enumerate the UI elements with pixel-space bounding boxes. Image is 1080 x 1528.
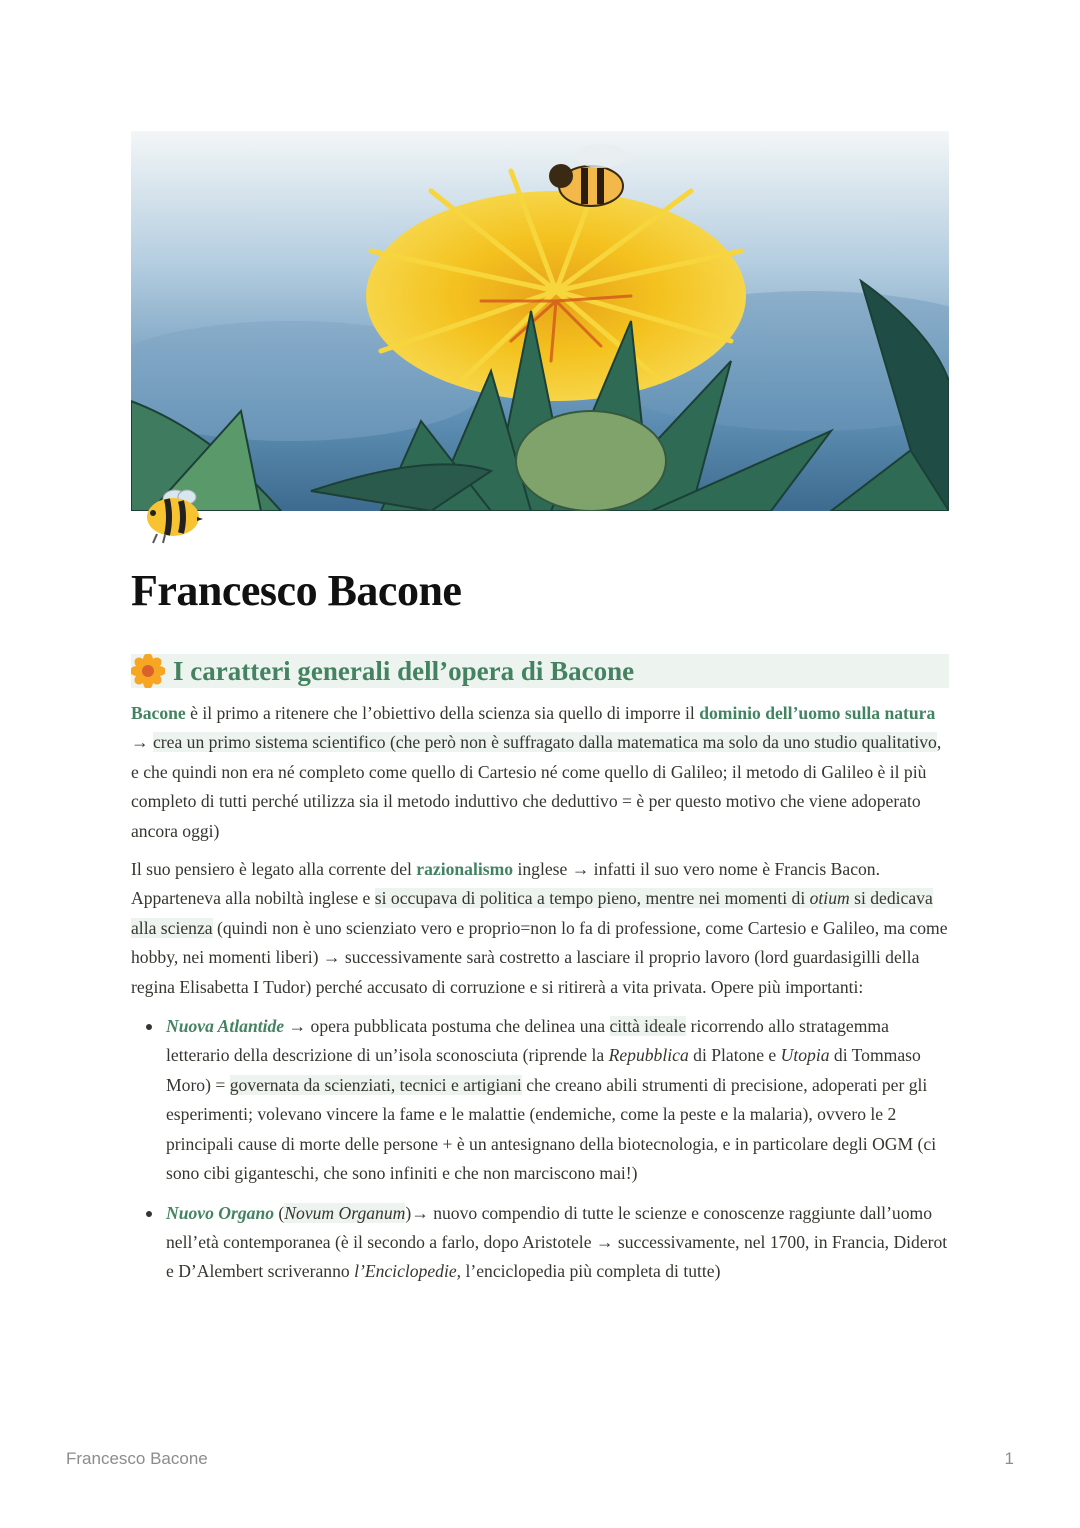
list-item: Nuova Atlantide → opera pubblicata postuma che delinea una città ideale ricorrendo allo stratagemma letterario della descrizione di un’isola sconosciuta (riprende la Repubblica di Platone e Utopia di Tommaso Moro) = governata da scienziati, tecnici e artigiani che creano abili strumenti di precisione, adoperati per gli esperimenti; volevano vincere la fame e le malattie (endemiche, come la peste e la malaria), ovvero le 2 principali cause di morte delle persone + è un antesignano della biotecnologia, e in particolare degli OGM (ci sono cibi giganteschi, che sono infiniti e che non marciscono mai!) [166,1012,949,1188]
footer-title: Francesco Bacone [66,1449,208,1468]
section-heading [131,654,949,688]
page [131,131,949,1282]
highlight-citta-ideale: città ideale [609,1016,687,1037]
bee-icon [137,479,205,547]
highlight-sistema: crea un primo sistema scientifico (che però non è suffragato dalla matematica ma solo da uno studio qualitativo [153,732,937,753]
highlight-novum-organum: Novum Organum [284,1202,406,1223]
highlight-politica: si occupava di politica a tempo pieno, mentre nei momenti di otium si dedicava alla scienza [131,888,933,938]
list-item: Nuovo Organo (Novum Organum)→ nuovo compendio di tutte le scienze e conoscenze raggiunte dall’uomo nell’età contemporanea (è il secondo a farlo, dopo Aristotele → successivamente, nel 1700, in Francia, Diderot e D’Alembert scriveranno l’Enciclopedie, l’enciclopedia più completa di tutte) [166,1199,949,1287]
section-body [131,699,949,1297]
highlight-governata: governata da scienziati, tecnici e artigiani [229,1074,522,1095]
paragraph-intro: Bacone è il primo a ritenere che l’obiettivo della scienza sia quello di imporre il dominio dell’uomo sulla natura → crea un primo sistema scientifico (che però non è suffragato dalla matematica ma solo da uno studio qualitativo, e che quindi non era né completo come quello di Cartesio né come quello di Galileo; il metodo di Galileo è il più completo di tutti perché utilizza sia il metodo induttivo che deduttivo = è per questo motivo che viene adoperato ancora oggi) [131,703,942,841]
cover-illustration [131,131,949,511]
term-nuovo-organo: Nuovo Organo [166,1202,275,1223]
page-number: 1 [1004,1449,1014,1468]
term-bacone: Bacone [131,703,186,723]
flower-icon [131,654,165,688]
cover-image [131,131,949,511]
section-heading-text: I caratteri generali dell’opera di Bacone [173,655,635,686]
paragraph-pensiero: Il suo pensiero è legato alla corrente del razionalismo inglese → infatti il suo vero nome è Francis Bacon. Apparteneva alla nobiltà inglese e si occupava di politica a tempo pieno, mentre nei momenti di otium si dedicava alla scienza (quindi non è uno scienziato vero e proprio=non lo fa di professione, come Cartesio e Galileo, ma come hobby, nei momenti liberi) → successivamente sarà costretto a lasciare il proprio lavoro (lord guardasigilli della regina Elisabetta I Tudor) perché accusato di corruzione e si ritirerà a vita privata. Opere più importanti: [131,859,948,997]
term-razionalismo: razionalismo [416,859,514,880]
page-title: Francesco Bacone [131,566,462,615]
works-list [131,1012,949,1287]
term-nuova-atlantide: Nuova Atlantide [166,1016,285,1037]
term-dominio: dominio dell’uomo sulla natura [699,703,936,723]
